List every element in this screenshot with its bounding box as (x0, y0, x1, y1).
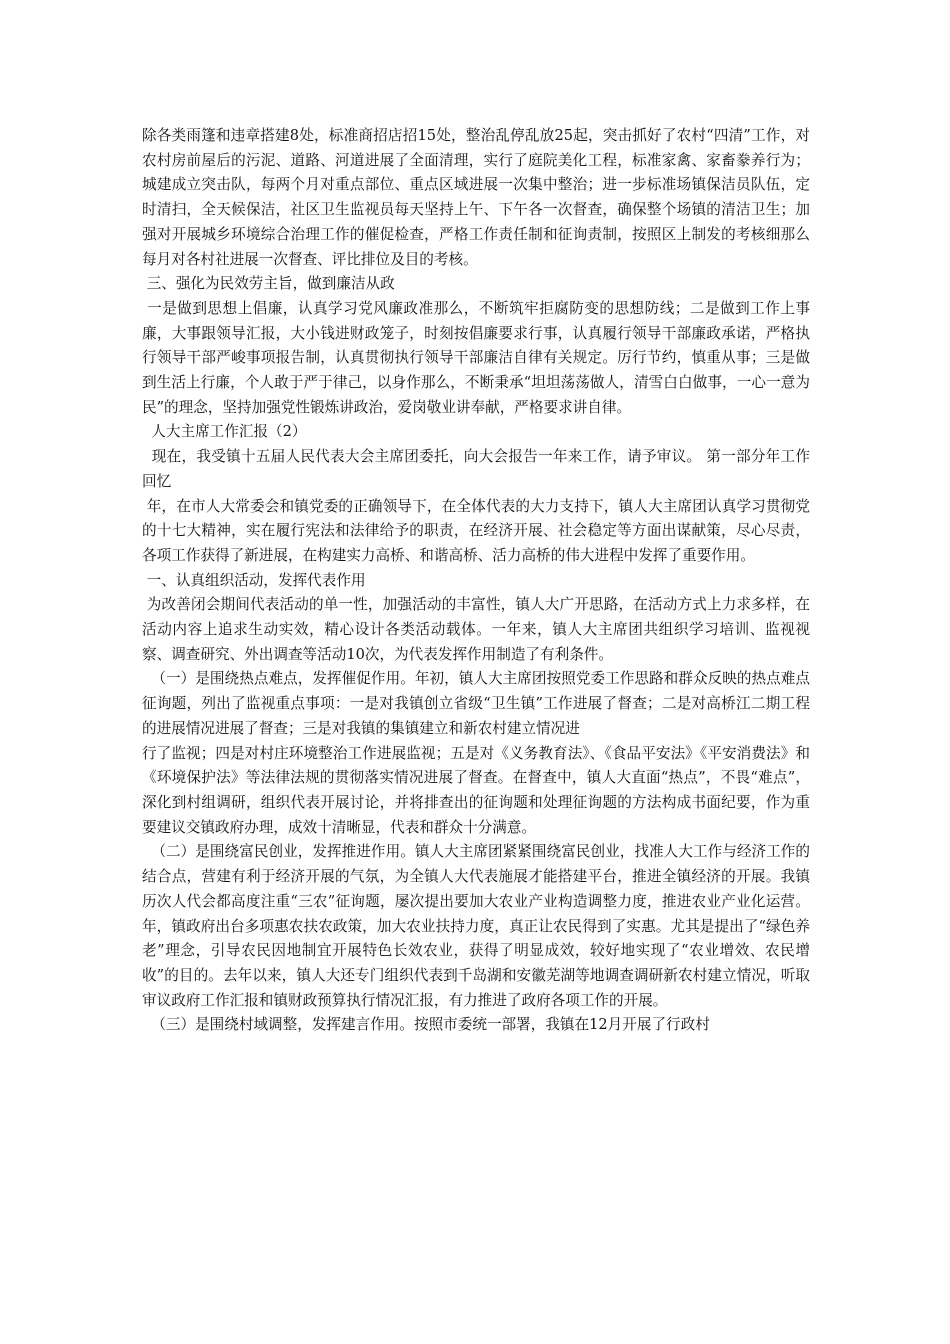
paragraph-activities: 为改善闭会期间代表活动的单一性，加强活动的丰富性，镇人大广开思路，在活动方式上力求多样，在活动内容上追求生动实效，精心设计各类活动载体。一年来，镇人大主席团共组织学习培训、监视视察、调查研究、外出调查等活动10次，为代表发挥作用制造了有利条件。 (142, 596, 810, 663)
report-title: 人大主席工作汇报（2） (142, 423, 307, 441)
paragraph-item-two: （二）是围绕富民创业，发挥推进作用。镇人大主席团紧紧围绕富民创业，找准人大工作与经济工作的结合点，营建有利于经济开展的气氛，为全镇人大代表施展才能搭建平台，推进全镇经济的开展。我镇历次人代会都高度注重“三农”征询题，屡次提出要加大农业产业构造调整力度，推进农业产业化运营。年，镇政府出台多项惠农扶农政策，加大农业扶持力度，真正让农民得到了实惠。尤其是提出了“绿色养老”理念，引导农民因地制宜开展特色长效农业，获得了明显成效，较好地实现了“农业增效、农民增收”的目的。去年以来，镇人大还专门组织代表到千岛湖和安徽芜湖等地调查调研新农村建立情况，听取审议政府工作汇报和镇财政预算执行情况汇报，有力推进了政府各项工作的开展。 (142, 843, 810, 1009)
heading-section-three: 三、强化为民效劳主旨，做到廉洁从政 (142, 275, 395, 293)
paragraph-item-one: （一）是围绕热点难点，发挥催促作用。年初，镇人大主席团按照党委工作思路和群众反映的热点难点征询题，列出了监视重点事项：一是对我镇创立省级“卫生镇”工作进展了督查；二是对高桥江二期工程的进展情况进展了督查；三是对我镇的集镇建立和新农村建立情况进 (142, 670, 810, 737)
paragraph-item-one-continued: 行了监视；四是对村庄环境整治工作进展监视；五是对《义务教育法》、《食品平安法》《平安消费法》和《环境保护法》等法律法规的贯彻落实情况进展了督查。在督查中，镇人大直面“热点”，不畏“难点”，深化到村组调研，组织代表开展讨论，并将排查出的征询题和处理征询题的方法构成书面纪要，作为重要建议交镇政府办理，成效十清晰显，代表和群众十分满意。 (142, 744, 810, 836)
document-body (142, 124, 810, 1038)
heading-section-one: 一、认真组织活动，发挥代表作用 (142, 571, 366, 589)
paragraph-item-three: （三）是围绕村域调整，发挥建言作用。按照市委统一部署，我镇在12月开展了行政村 (142, 1016, 710, 1034)
paragraph-integrity: 一是做到思想上倡廉，认真学习党风廉政准那么，不断筑牢拒腐防变的思想防线；二是做到工作上事廉，大事跟领导汇报，大小钱进财政笼子，时刻按倡廉要求行事，认真履行领导干部廉政承诺，严格执行领导干部严峻事项报告制，认真贯彻执行领导干部廉洁自律有关规定。厉行节约，慎重从事；三是做到生活上行廉，个人敢于严于律己，以身作那么，不断秉承“坦坦荡荡做人，清雪白白做事，一心一意为民”的理念，坚持加强党性锻炼讲政治，爱岗敬业讲奉献，严格要求讲自律。 (142, 299, 810, 416)
paragraph-year-review: 年，在市人大常委会和镇党委的正确领导下，在全体代表的大力支持下，镇人大主席团认真学习贯彻党的十七大精神，实在履行宪法和法律给予的职责，在经济开展、社会稳定等方面出谋献策，尽心尽责，各项工作获得了新进展，在构建实力高桥、和谐高桥、活力高桥的伟大进程中发挥了重要作用。 (142, 497, 810, 564)
paragraph-report-intro: 现在，我受镇十五届人民代表大会主席团委托，向大会报告一年来工作，请予审议。 第一部分年工作回忆 (142, 448, 810, 490)
paragraph-environment-rectification: 除各类雨篷和违章搭建8处，标准商招店招15处，整治乱停乱放25起，突击抓好了农村“四清”工作，对农村房前屋后的污泥、道路、河道进展了全面清理，实行了庭院美化工程，标准家禽、家畜豢养行为；城建成立突击队，每两个月对重点部位、重点区域进展一次集中整治；进一步标准场镇保洁员队伍，定时清扫，全天候保洁，社区卫生监视员每天坚持上午、下午各一次督查，确保整个场镇的清洁卫生；加强对开展城乡环境综合治理工作的催促检查，严格工作责任制和征询责制，按照区上制发的考核细那么每月对各村社进展一次督查、评比排位及目的考核。 (142, 127, 810, 268)
